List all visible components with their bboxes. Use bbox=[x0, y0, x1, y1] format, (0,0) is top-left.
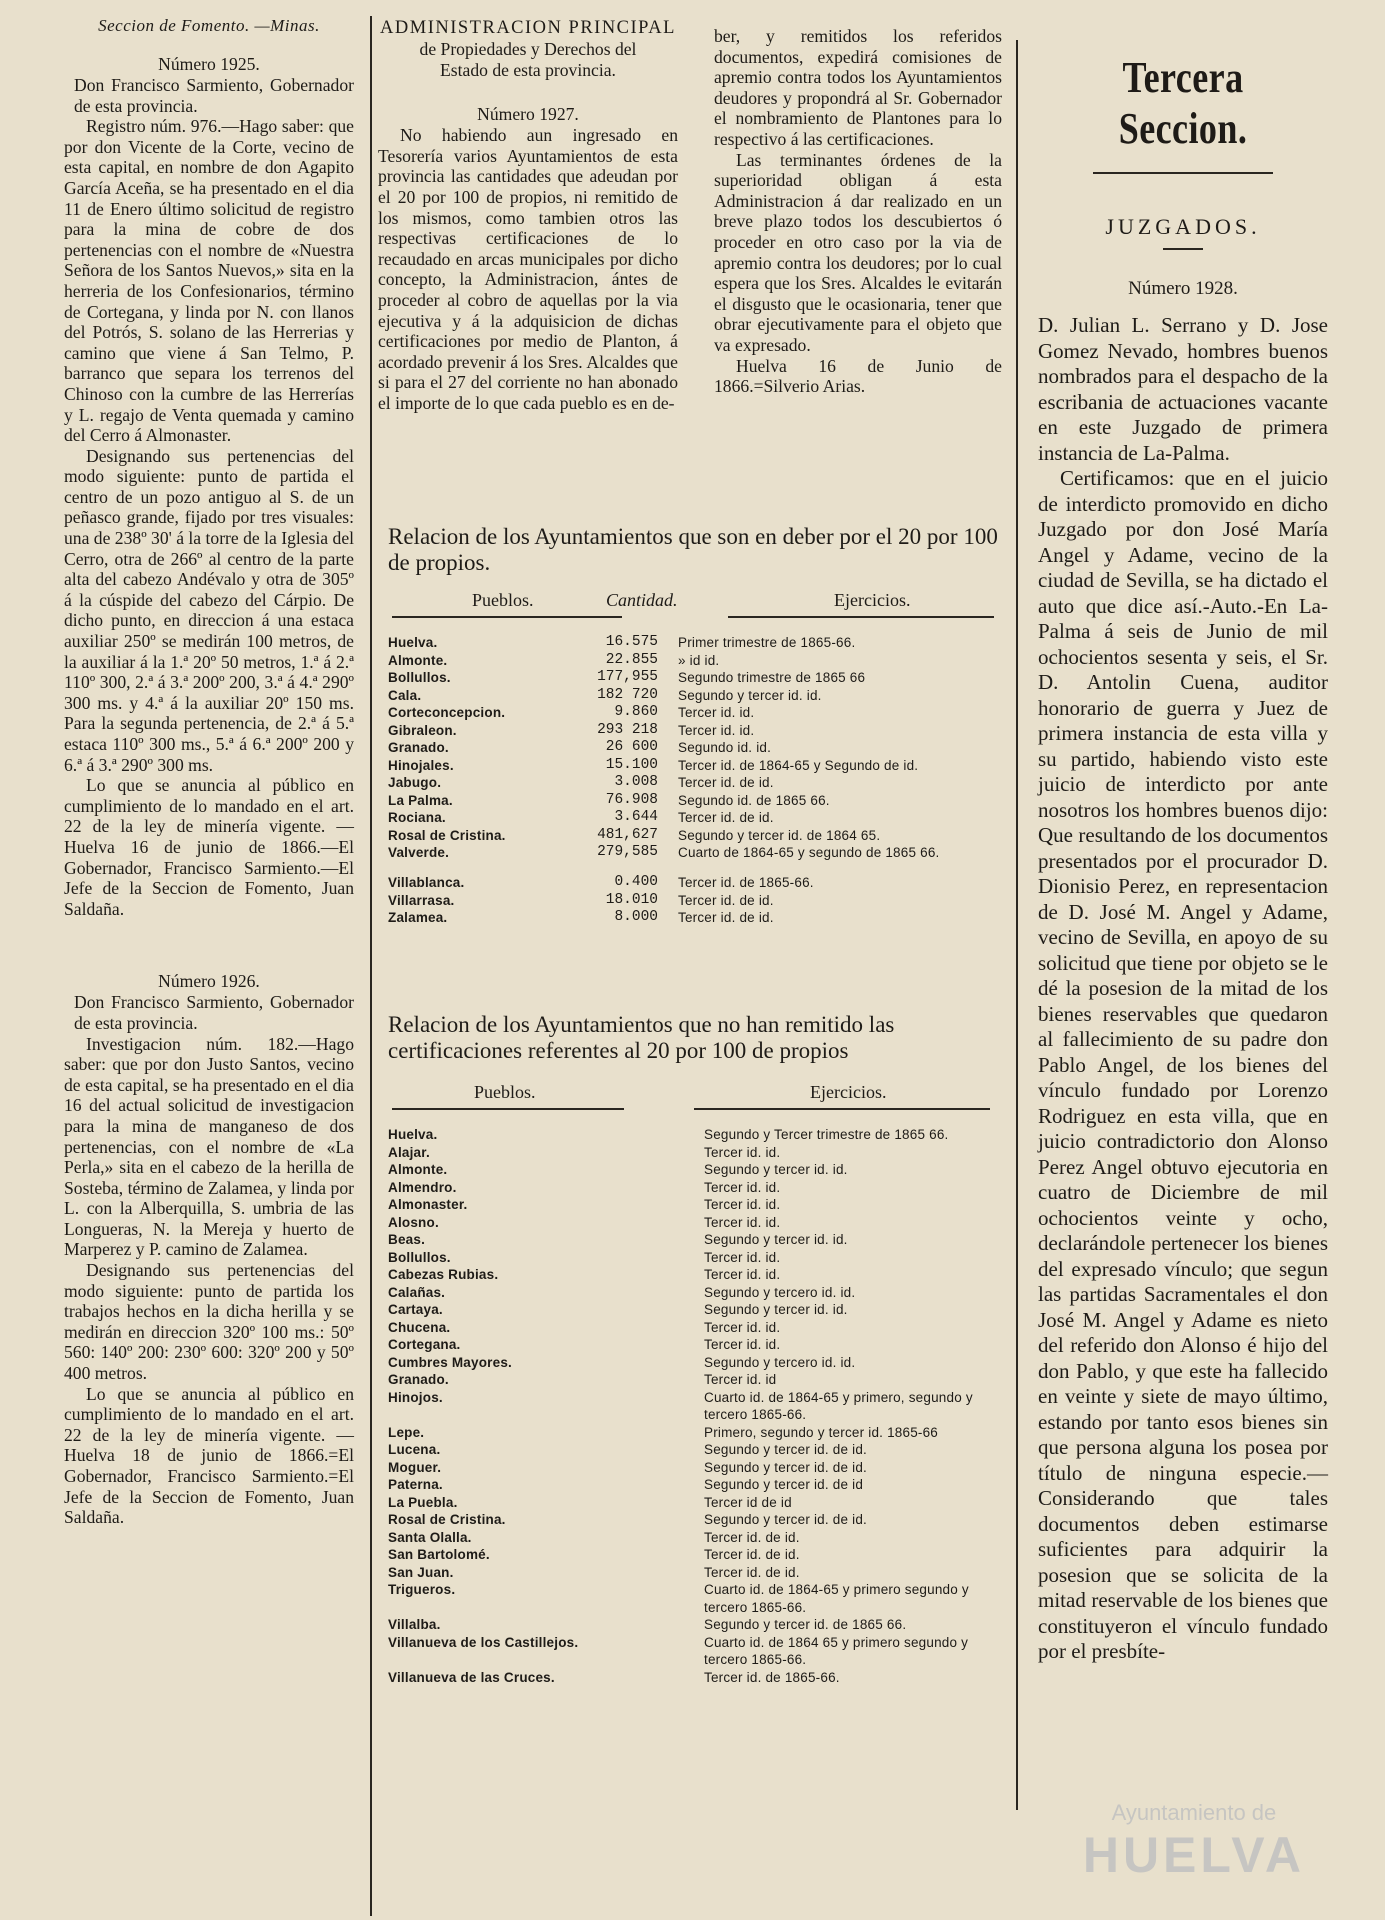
governor-line: Don Francisco Sarmiento, Gobernador de esta provincia. bbox=[74, 992, 354, 1033]
certificates-table bbox=[388, 1126, 998, 1686]
town-cell: Granado. bbox=[388, 740, 449, 755]
town-cell: Cartaya. bbox=[388, 1302, 443, 1317]
amount-cell: 22.855 bbox=[605, 651, 658, 668]
town-cell: Almendro. bbox=[388, 1179, 457, 1195]
period-cell: Tercer id. id. bbox=[704, 1214, 781, 1230]
town-cell: Valverde. bbox=[388, 845, 450, 860]
town-cell: Hinojos. bbox=[388, 1389, 443, 1405]
period-cell: Tercer id. de 1864-65 y Segundo de id. bbox=[678, 757, 919, 773]
town-cell: La Puebla. bbox=[388, 1494, 458, 1510]
town-cell: Chucena. bbox=[388, 1319, 451, 1335]
section-subtitle: JUZGADOS. bbox=[1105, 214, 1261, 239]
notice-number: Número 1928. bbox=[1128, 278, 1238, 299]
town-cell: Alosno. bbox=[388, 1214, 439, 1230]
table-row bbox=[388, 1126, 998, 1144]
period-cell: Segundo id. de 1865 66. bbox=[678, 792, 830, 808]
period-cell: Tercer id. de id. bbox=[704, 1529, 800, 1545]
period-cell: Tercer id. de 1865-66. bbox=[678, 875, 814, 890]
table-row bbox=[388, 1354, 998, 1372]
amount-cell: 18.010 bbox=[605, 891, 658, 908]
period-cell: Segundo y tercer id. de id. bbox=[704, 1512, 867, 1527]
amount-cell: 279,585 bbox=[597, 844, 658, 860]
amount-cell: 16.575 bbox=[605, 634, 658, 650]
table-row bbox=[388, 1494, 998, 1512]
town-cell: Beas. bbox=[388, 1232, 426, 1247]
town-cell: Rosal de Cristina. bbox=[388, 1512, 506, 1527]
period-cell: Segundo y tercer id. de 1864 65. bbox=[678, 827, 881, 843]
amount-cell: 26 600 bbox=[605, 739, 658, 755]
table-row bbox=[388, 1459, 998, 1477]
table-row bbox=[388, 634, 998, 652]
table-1 bbox=[388, 524, 998, 927]
period-cell: Primero, segundo y tercer id. 1865-66 bbox=[704, 1424, 939, 1440]
notice-paragraph: Registro núm. 976.—Hago saber: que por don Vicente de la Corte, vecino de esta capital, en nombre de don Agapito García Aceña, se ha presentado en el dia 11 de Enero último solicitud de registro para la mina de cobre de dos pertenencias con el nombre de «Nuestra Señora de los Santos Nuevos,» sita en la herreria de los Confesionarios, término de Cortegana, y linda por N. con llanos del Potrós, S. solano de las Herrerias y camino que viene á San Telmo, P. barranco que separa los terrenos del Chinoso con la cumbre de las Herrerías y L. regajo de Venta quemada y camino del Cerro á Almonaster. bbox=[64, 116, 354, 446]
amount-cell: 3.008 bbox=[614, 774, 658, 790]
town-cell: Cabezas Rubias. bbox=[388, 1267, 499, 1282]
period-cell: Segundo y tercer id. de id. bbox=[704, 1442, 867, 1457]
header-rule bbox=[728, 616, 994, 618]
town-cell: Corteconcepcion. bbox=[388, 705, 506, 720]
table-row bbox=[388, 1284, 998, 1302]
period-cell: Segundo y tercer id. id. bbox=[704, 1302, 848, 1317]
table-row bbox=[388, 892, 998, 910]
column-2 bbox=[378, 0, 678, 414]
table-row bbox=[388, 1564, 998, 1582]
town-cell: Almonte. bbox=[388, 652, 448, 668]
header-rule bbox=[694, 1108, 990, 1110]
column-rule-2 bbox=[1016, 40, 1018, 1810]
town-cell: Rociana. bbox=[388, 810, 446, 825]
town-cell: Villablanca. bbox=[388, 875, 465, 890]
notice-number: Número 1925. bbox=[158, 54, 260, 74]
admin-title: ADMINISTRACION PRINCIPAL bbox=[380, 18, 676, 38]
period-cell: Tercer id. id. bbox=[678, 722, 755, 738]
table-row bbox=[388, 1581, 998, 1616]
amount-cell: 182 720 bbox=[597, 686, 658, 703]
period-cell: Segundo y tercero id. id. bbox=[704, 1284, 856, 1300]
table-row bbox=[388, 1161, 998, 1179]
table-row bbox=[388, 1511, 998, 1529]
table-row bbox=[388, 1529, 998, 1547]
amount-cell: 15.100 bbox=[605, 756, 658, 773]
table-row bbox=[388, 1424, 998, 1442]
table-row bbox=[388, 704, 998, 722]
table-row bbox=[388, 1249, 998, 1267]
period-cell: Primer trimestre de 1865-66. bbox=[678, 635, 856, 650]
column-4 bbox=[1038, 0, 1328, 1665]
watermark-line-2: HUELVA bbox=[1082, 1827, 1305, 1883]
town-cell: Huelva. bbox=[388, 635, 438, 650]
period-cell: Segundo y tercer id. de id bbox=[704, 1477, 864, 1492]
town-cell: Villanueva de los Castillejos. bbox=[388, 1634, 579, 1650]
table-row bbox=[388, 1266, 998, 1284]
table-row bbox=[388, 652, 998, 670]
town-cell: Huelva. bbox=[388, 1127, 438, 1142]
period-cell: Tercer id. de id. bbox=[678, 775, 774, 790]
table-row bbox=[388, 1179, 998, 1197]
period-cell: » id id. bbox=[678, 652, 720, 668]
notice-paragraph: Lo que se anuncia al público en cumplimiento de lo mandado en el art. 22 de la ley de minería vigente. —Huelva 16 de junio de 1866.—El Gobernador, Francisco Sarmiento.—El Jefe de la Seccion de Fomento, Juan Saldaña. bbox=[64, 775, 354, 919]
table-row bbox=[388, 1231, 998, 1249]
period-cell: Segundo trimestre de 1865 66 bbox=[678, 670, 866, 685]
period-cell: Tercer id. de id. bbox=[678, 910, 774, 925]
town-cell: Zalamea. bbox=[388, 910, 448, 925]
period-cell: Tercer id. id bbox=[704, 1372, 777, 1387]
table-row bbox=[388, 1389, 998, 1424]
town-cell: Villalba. bbox=[388, 1617, 441, 1632]
period-cell: Segundo y tercer id. id. bbox=[704, 1232, 848, 1247]
header-rule bbox=[392, 616, 622, 618]
section-title: Tercera Seccion. bbox=[1118, 53, 1248, 153]
period-cell: Segundo y tercer id. id. bbox=[678, 687, 822, 703]
period-cell: Cuarto id. de 1864 65 y primero segundo y tercero 1865-66. bbox=[704, 1634, 969, 1667]
town-cell: Jabugo. bbox=[388, 775, 442, 790]
town-cell: San Juan. bbox=[388, 1564, 454, 1580]
town-cell: Paterna. bbox=[388, 1477, 443, 1492]
table-row bbox=[388, 1196, 998, 1214]
amount-cell: 293 218 bbox=[597, 721, 658, 738]
column-header-pueblos: Pueblos. bbox=[472, 590, 534, 610]
table-title: Relacion de los Ayuntamientos que no han remitido las certificaciones referentes al 20 por 100 de propios bbox=[388, 1012, 895, 1063]
table-row bbox=[388, 1476, 998, 1494]
column-header-ejercicios: Ejercicios. bbox=[810, 1082, 887, 1102]
amount-cell: 177,955 bbox=[597, 669, 658, 685]
town-cell: Lucena. bbox=[388, 1442, 441, 1457]
table-row bbox=[388, 1144, 998, 1162]
period-cell: Tercer id. id. bbox=[704, 1249, 781, 1265]
period-cell: Tercer id. id. bbox=[704, 1337, 781, 1352]
amount-cell: 481,627 bbox=[597, 826, 658, 843]
notice-number: Número 1926. bbox=[158, 971, 260, 992]
notice-signature: Huelva 16 de Junio de 1866.=Silverio Arias. bbox=[714, 355, 1002, 397]
admin-subtitle: de Propiedades y Derechos del Estado de esta provincia. bbox=[419, 39, 637, 80]
town-cell: Santa Olalla. bbox=[388, 1529, 472, 1545]
period-cell: Segundo y tercer id. de id. bbox=[704, 1459, 867, 1475]
table-row bbox=[388, 669, 998, 687]
table-row bbox=[388, 792, 998, 810]
period-cell: Tercer id. id. bbox=[704, 1179, 781, 1195]
town-cell: La Palma. bbox=[388, 792, 453, 808]
debt-table bbox=[388, 634, 998, 927]
notice-paragraph: ber, y remitidos los referidos documentos, expedirá comisiones de apremio contra todos los Ayuntamientos deudores y propondrá al Sr. Gobernador el nombramiento de Plantones para lo respectivo á las certificaciones. bbox=[714, 26, 1002, 149]
table-row bbox=[388, 809, 998, 827]
table-row bbox=[388, 827, 998, 845]
column-header-pueblos: Pueblos. bbox=[474, 1082, 536, 1102]
town-cell: Almonte. bbox=[388, 1162, 448, 1177]
notice-paragraph: Certificamos: que en el juicio de interdicto promovido en dicho Juzgado por don José María Angel y Adame, vecino de la ciudad de Sevilla, se ha dictado el auto que dice así.-Auto.-En La-Palma á seis de Junio de mil ochocientos sesenta y seis, el Sr. D. Antolin Cuena, auditor honorario de guerra y Juez de primera instancia de esta villa y su partido, habiendo visto este juicio de interdicto por ante nosotros los hombres buenos dijo: Que resultando de los documentos presentados por el procurador D. Dionisio Perez, en representacion de D. José M. Angel y Adame, vecino de Sevilla, en apoyo de su solicitud que tiene por objeto se le dé la posesion de la mitad de los bienes reservables que quedaron al fallecimiento de su padre don Pablo Angel, de los bienes del vínculo fundado por Lorenzo Rodriguez en esta villa, que en juicio contradictorio don Alonso Perez Angel obtuvo ejecutoria en cuatro de Diciembre de mil ochocientos veinte y ocho, declarándole pertenecer los bienes del expresado vínculo; que segun las partidas Sacramentales el don José M. Angel y Adame es nieto del referido don Alonso é hijo del don Pablo, y que este ha fallecido en veinte y siete de mayo último, estando por tanto esos bienes sin que persona alguna los posea por título de ninguna especie.—Considerando que tales documentos deben estimarse suficientes para adquirir la posesion que se solicita de la mitad reservable de los bienes que constituyeron el vínculo fundado por el presbíte- bbox=[1038, 466, 1328, 1663]
notice-paragraph: No habiendo aun ingresado en Tesorería varios Ayuntamientos de esta provincia las cantidades que adeudan por el 20 por 100 de propios, ni remitido de los mismos, como tambien otros las respectivas certificaciones de lo recaudado en arcas municipales por dicho concepto, la Administracion, ántes de proceder al cobro de aquellas por la via ejecutiva y á la adquisicion de dichas certificaciones por medio de Planton, á acordado prevenir á los Sres. Alcaldes que si para el 27 del corriente no han abonado el importe de lo que cada pueblo es en de- bbox=[378, 125, 678, 413]
town-cell: Cortegana. bbox=[388, 1337, 461, 1352]
town-cell: Cala. bbox=[388, 687, 422, 703]
amount-cell: 9.860 bbox=[614, 704, 658, 720]
amount-cell: 76.908 bbox=[605, 791, 658, 808]
column-3 bbox=[714, 0, 1002, 397]
period-cell: Tercer id. de 1865-66. bbox=[704, 1669, 840, 1685]
period-cell: Segundo y tercer id. id. bbox=[704, 1162, 848, 1177]
table-row bbox=[388, 844, 998, 862]
watermark bbox=[1083, 1800, 1305, 1884]
period-cell: Segundo y Tercer trimestre de 1865 66. bbox=[704, 1127, 949, 1142]
governor-line: Don Francisco Sarmiento, Gobernador de esta provincia. bbox=[74, 75, 354, 116]
amount-cell: 8.000 bbox=[614, 909, 658, 925]
column-rule-1 bbox=[370, 16, 372, 1916]
table-row bbox=[388, 1371, 998, 1389]
table-row bbox=[388, 1319, 998, 1337]
period-cell: Tercer id. id. bbox=[678, 705, 755, 720]
table-row bbox=[388, 722, 998, 740]
notice-paragraph: D. Julian L. Serrano y D. Jose Gomez Nevado, hombres buenos nombrados para el despacho de la escribania de actuaciones vacante en este Juzgado de primera instancia de La-Palma. bbox=[1038, 313, 1328, 465]
table-row bbox=[388, 1214, 998, 1232]
period-cell: Tercer id. de id. bbox=[704, 1547, 800, 1562]
period-cell: Tercer id. id. bbox=[704, 1319, 781, 1335]
period-cell: Cuarto id. de 1864-65 y primero, segundo y tercero 1865-66. bbox=[704, 1389, 973, 1422]
town-cell: San Bartolomé. bbox=[388, 1547, 490, 1562]
town-cell: Almonaster. bbox=[388, 1197, 468, 1212]
period-cell: Tercer id. id. bbox=[704, 1267, 781, 1282]
section-header: Seccion de Fomento. —Minas. bbox=[98, 16, 320, 35]
notice-paragraph: Designando sus pertenencias del modo siguiente: punto de partida los trabajos hechos en la dicha herilla y se medirán en direccion 320º 100 ms.: 50º 560: 140º 200: 230º 600: 320º 200 y 50º 400 metros. bbox=[64, 1260, 354, 1384]
notice-paragraph: Las terminantes órdenes de la superioridad obligan á esta Administracion á dar realizado en un breve plazo todos los descubiertos ó proceder en otro caso por la via de apremio contra los deudores; por lo cual espera que los Sres. Alcaldes le evitarán el disgusto que le ocasionaria, tener que obrar ejecutivamente para el objeto que va expresado. bbox=[714, 149, 1002, 355]
town-cell: Cumbres Mayores. bbox=[388, 1354, 512, 1370]
table-row bbox=[388, 1546, 998, 1564]
town-cell: Villanueva de las Cruces. bbox=[388, 1669, 555, 1685]
table-title: Relacion de los Ayuntamientos que son en deber por el 20 por 100 de propios. bbox=[388, 524, 998, 575]
column-1 bbox=[64, 0, 354, 1528]
notice-paragraph: Designando sus pertenencias del modo siguiente: punto de partida el centro de un pozo antiguo al S. de un peñasco grande, fijado por tres visuales: una de 238º 30' á la torre de la Iglesia del Cerro, otra de 266º al centro de la parte alta del cabezo Andévalo y otra de 305º á la cúspide del cabezo del Cárpio. De dicho punto, en direccion á una estaca auxiliar 250º se medirán 100 metros, de la auxiliar á la 1.ª 20º 50 metros, 1.ª á 2.ª 110º 300, 2.ª á 3.ª 200º 200, 3.ª á 4.ª 290º 300 ms. y 4.ª á la auxiliar 20º 150 ms. Para la segunda pertenencia, de 2.ª á 5.ª estaca 110º 300 ms., 5.ª á 6.ª 200º 200 y 6.ª á 3.ª 290º 300 ms. bbox=[64, 445, 355, 775]
table-row bbox=[388, 1336, 998, 1354]
table-row bbox=[388, 1616, 998, 1634]
town-cell: Bollullos. bbox=[388, 670, 451, 685]
notice-paragraph: Investigacion núm. 182.—Hago saber: que por don Justo Santos, vecino de esta capital, se ha presentado en el dia 16 del actual solicitud de investigacion para la mina de manganeso de dos pertenencias, con el nombre de «La Perla,» sita en el cabezo de la herilla de Sosteba, término de Zalamea, y linda por L. con la Alberquilla, S. umbria de las Longueras, N. la Mereja y huerto de Marperez y P. camino de Zalamea. bbox=[64, 1033, 354, 1260]
town-cell: Lepe. bbox=[388, 1424, 425, 1440]
period-cell: Segundo y tercer id. de 1865 66. bbox=[704, 1617, 907, 1632]
period-cell: Cuarto de 1864-65 y segundo de 1865 66. bbox=[678, 845, 940, 860]
column-header-ejercicios: Ejercicios. bbox=[834, 590, 911, 610]
table-2 bbox=[388, 1012, 998, 1686]
period-cell: Tercer id de id bbox=[704, 1494, 792, 1510]
title-rule bbox=[1093, 172, 1273, 174]
period-cell: Tercer id. de id. bbox=[678, 892, 774, 908]
town-cell: Alajar. bbox=[388, 1144, 430, 1160]
header-rule bbox=[392, 1108, 624, 1110]
town-cell: Rosal de Cristina. bbox=[388, 827, 506, 843]
town-cell: Calañas. bbox=[388, 1284, 446, 1300]
table-row bbox=[388, 862, 998, 892]
amount-cell: 0.400 bbox=[614, 874, 658, 890]
period-cell: Tercer id. de id. bbox=[678, 810, 774, 825]
table-row bbox=[388, 757, 998, 775]
column-header-cantidad: Cantidad. bbox=[606, 590, 678, 610]
table-row bbox=[388, 687, 998, 705]
table-row bbox=[388, 909, 998, 927]
town-cell: Bollullos. bbox=[388, 1249, 451, 1265]
town-cell: Hinojales. bbox=[388, 757, 454, 773]
table-row bbox=[388, 1301, 998, 1319]
town-cell: Gibraleon. bbox=[388, 722, 457, 738]
town-cell: Moguer. bbox=[388, 1459, 442, 1475]
subtitle-rule bbox=[1163, 248, 1203, 250]
period-cell: Segundo y tercero id. id. bbox=[704, 1354, 856, 1370]
period-cell: Tercer id. de id. bbox=[704, 1564, 800, 1580]
period-cell: Cuarto id. de 1864-65 y primero segundo y tercero 1865-66. bbox=[704, 1582, 969, 1615]
town-cell: Villarrasa. bbox=[388, 892, 455, 908]
period-cell: Tercer id. id. bbox=[704, 1197, 781, 1212]
town-cell: Trigueros. bbox=[388, 1582, 456, 1597]
notice-number: Número 1927. bbox=[477, 104, 579, 125]
watermark-line-1: Ayuntamiento de bbox=[1111, 1800, 1277, 1825]
table-row bbox=[388, 1441, 998, 1459]
table-row bbox=[388, 1634, 998, 1669]
table-row bbox=[388, 774, 998, 792]
table-row bbox=[388, 1669, 998, 1687]
period-cell: Segundo id. id. bbox=[678, 740, 772, 755]
period-cell: Tercer id. id. bbox=[704, 1144, 781, 1160]
table-row bbox=[388, 739, 998, 757]
town-cell: Granado. bbox=[388, 1372, 449, 1387]
amount-cell: 3.644 bbox=[614, 809, 658, 825]
notice-paragraph: Lo que se anuncia al público en cumplimiento de lo mandado en el art. 22 de la ley de minería vigente. —Huelva 18 de junio de 1866.=El Gobernador, Francisco Sarmiento.=El Jefe de la Seccion de Fomento, Juan Saldaña. bbox=[64, 1383, 354, 1528]
